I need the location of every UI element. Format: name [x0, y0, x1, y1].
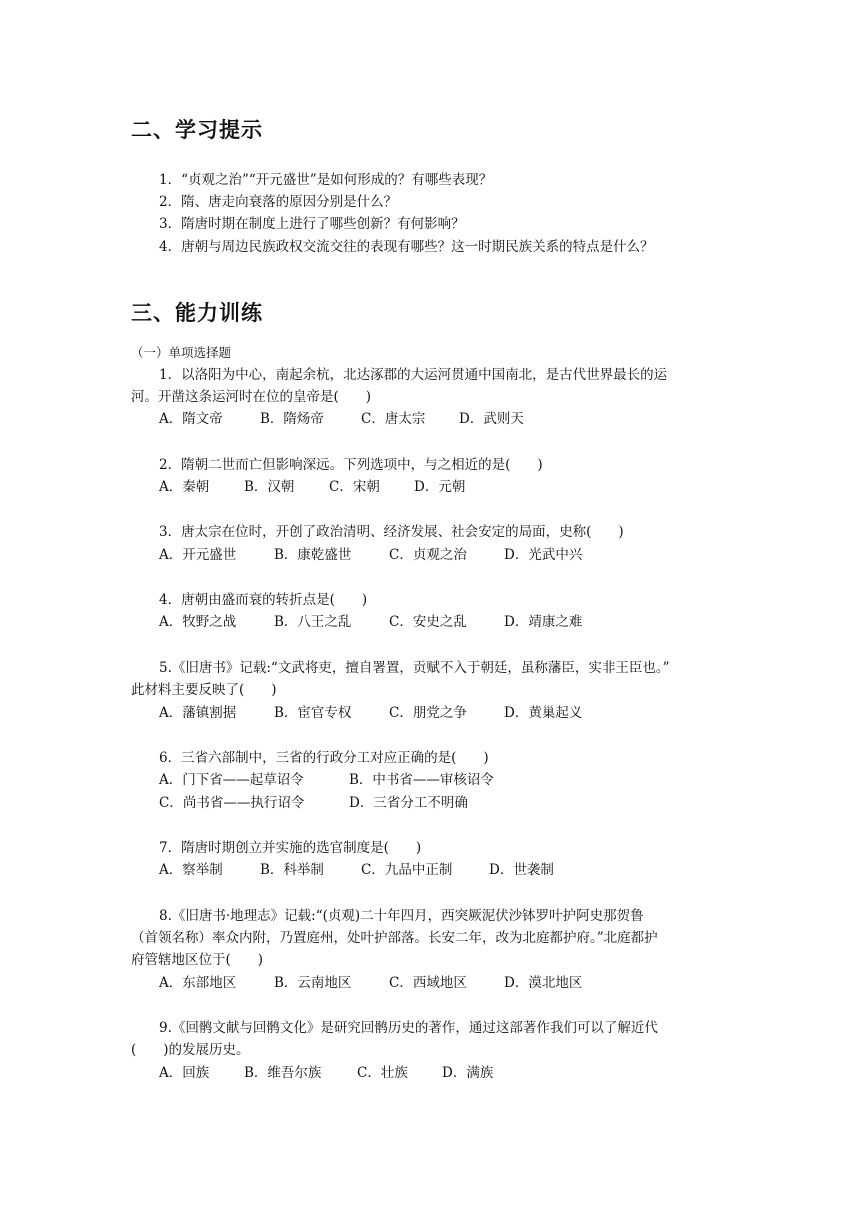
- option: B．云南地区: [274, 975, 352, 991]
- option: C．宋朝: [329, 479, 380, 495]
- question-text: 8.《旧唐书·地理志》记载:“(贞观)二十年四月，西突厥泥伏沙钵罗叶护阿史那贺鲁: [159, 908, 644, 924]
- option: B．中书省——审核诏令: [349, 772, 494, 788]
- option: D．满族: [442, 1065, 494, 1081]
- question-text: 9.《回鹘文献与回鹘文化》是研究回鹘历史的著作，通过这部著作我们可以了解近代: [159, 1020, 658, 1036]
- option: D．元朝: [414, 479, 466, 495]
- question-text: 4．唐朝由盛而衰的转折点是( ): [159, 592, 368, 608]
- question-text: 府管辖地区位于( ): [131, 952, 264, 968]
- option: D．漠北地区: [504, 975, 583, 991]
- option: A．隋文帝: [159, 411, 223, 427]
- question-text: 2．隋朝二世而亡但影响深远。下列选项中，与之相近的是( ): [159, 457, 543, 473]
- option: B．科举制: [260, 862, 324, 878]
- option: A．回族: [159, 1065, 210, 1081]
- option: D．三省分工不明确: [349, 795, 468, 811]
- option: C．朋党之争: [389, 705, 467, 721]
- section-heading-training: 三、能力训练: [131, 301, 263, 325]
- option: D．世袭制: [489, 862, 554, 878]
- option: C．贞观之治: [389, 547, 467, 563]
- subheading-single-choice: （一）单项选择题: [131, 345, 232, 360]
- option: B．维吾尔族: [244, 1065, 322, 1081]
- option: B．八王之乱: [274, 614, 352, 630]
- option: A．秦朝: [159, 479, 210, 495]
- question-text: ( )的发展历史。: [131, 1042, 250, 1058]
- question-text: 3．唐太宗在位时，开创了政治清明、经济发展、社会安定的局面，史称( ): [159, 524, 624, 540]
- option: D．武则天: [459, 411, 524, 427]
- question-text: 此材料主要反映了( ): [131, 682, 277, 698]
- option: A．东部地区: [159, 975, 237, 991]
- tip-item: 4．唐朝与周边民族政权交流交往的表现有哪些？这一时期民族关系的特点是什么？: [159, 239, 654, 255]
- option: C．壮族: [357, 1065, 408, 1081]
- option: D．黄巢起义: [504, 705, 583, 721]
- option: C．尚书省——执行诏令: [159, 795, 305, 811]
- question-text: 河。开凿这条运河时在位的皇帝是( ): [131, 389, 372, 405]
- option: C．唐太宗: [361, 411, 426, 427]
- option: B．宦官专权: [274, 705, 352, 721]
- option: B．隋炀帝: [260, 411, 324, 427]
- question-text: 6．三省六部制中，三省的行政分工对应正确的是( ): [159, 750, 489, 766]
- option: B．汉朝: [244, 479, 295, 495]
- question-text: 7．隋唐时期创立并实施的选官制度是( ): [159, 840, 422, 856]
- option: D．靖康之难: [504, 614, 583, 630]
- tip-item: 2．隋、唐走向衰落的原因分别是什么？: [159, 194, 398, 210]
- option: C．九品中正制: [361, 862, 453, 878]
- option: D．光武中兴: [504, 547, 583, 563]
- question-text: 1．以洛阳为中心，南起余杭，北达涿郡的大运河贯通中国南北，是古代世界最长的运: [159, 367, 668, 383]
- question-text: 5.《旧唐书》记载:“文武将吏，擅自署置，贡赋不入于朝廷，虽称藩臣，实非王臣也。”: [159, 660, 670, 676]
- option: A．牧野之战: [159, 614, 237, 630]
- option: A．察举制: [159, 862, 223, 878]
- option: A．藩镇割据: [159, 705, 237, 721]
- option: B．康乾盛世: [274, 547, 352, 563]
- tip-item: 3．隋唐时期在制度上进行了哪些创新？有何影响？: [159, 216, 465, 232]
- option: C．西域地区: [389, 975, 467, 991]
- question-text: （首领名称）率众内附，乃置庭州，处叶护部落。长安二年，改为北庭都护府。”北庭都护: [131, 930, 658, 946]
- option: C．安史之乱: [389, 614, 467, 630]
- option: A．门下省——起草诏令: [159, 772, 304, 788]
- section-heading-tips: 二、学习提示: [131, 118, 263, 142]
- tip-item: 1．“贞观之治”“开元盛世”是如何形成的？有哪些表现？: [159, 172, 493, 188]
- option: A．开元盛世: [159, 547, 237, 563]
